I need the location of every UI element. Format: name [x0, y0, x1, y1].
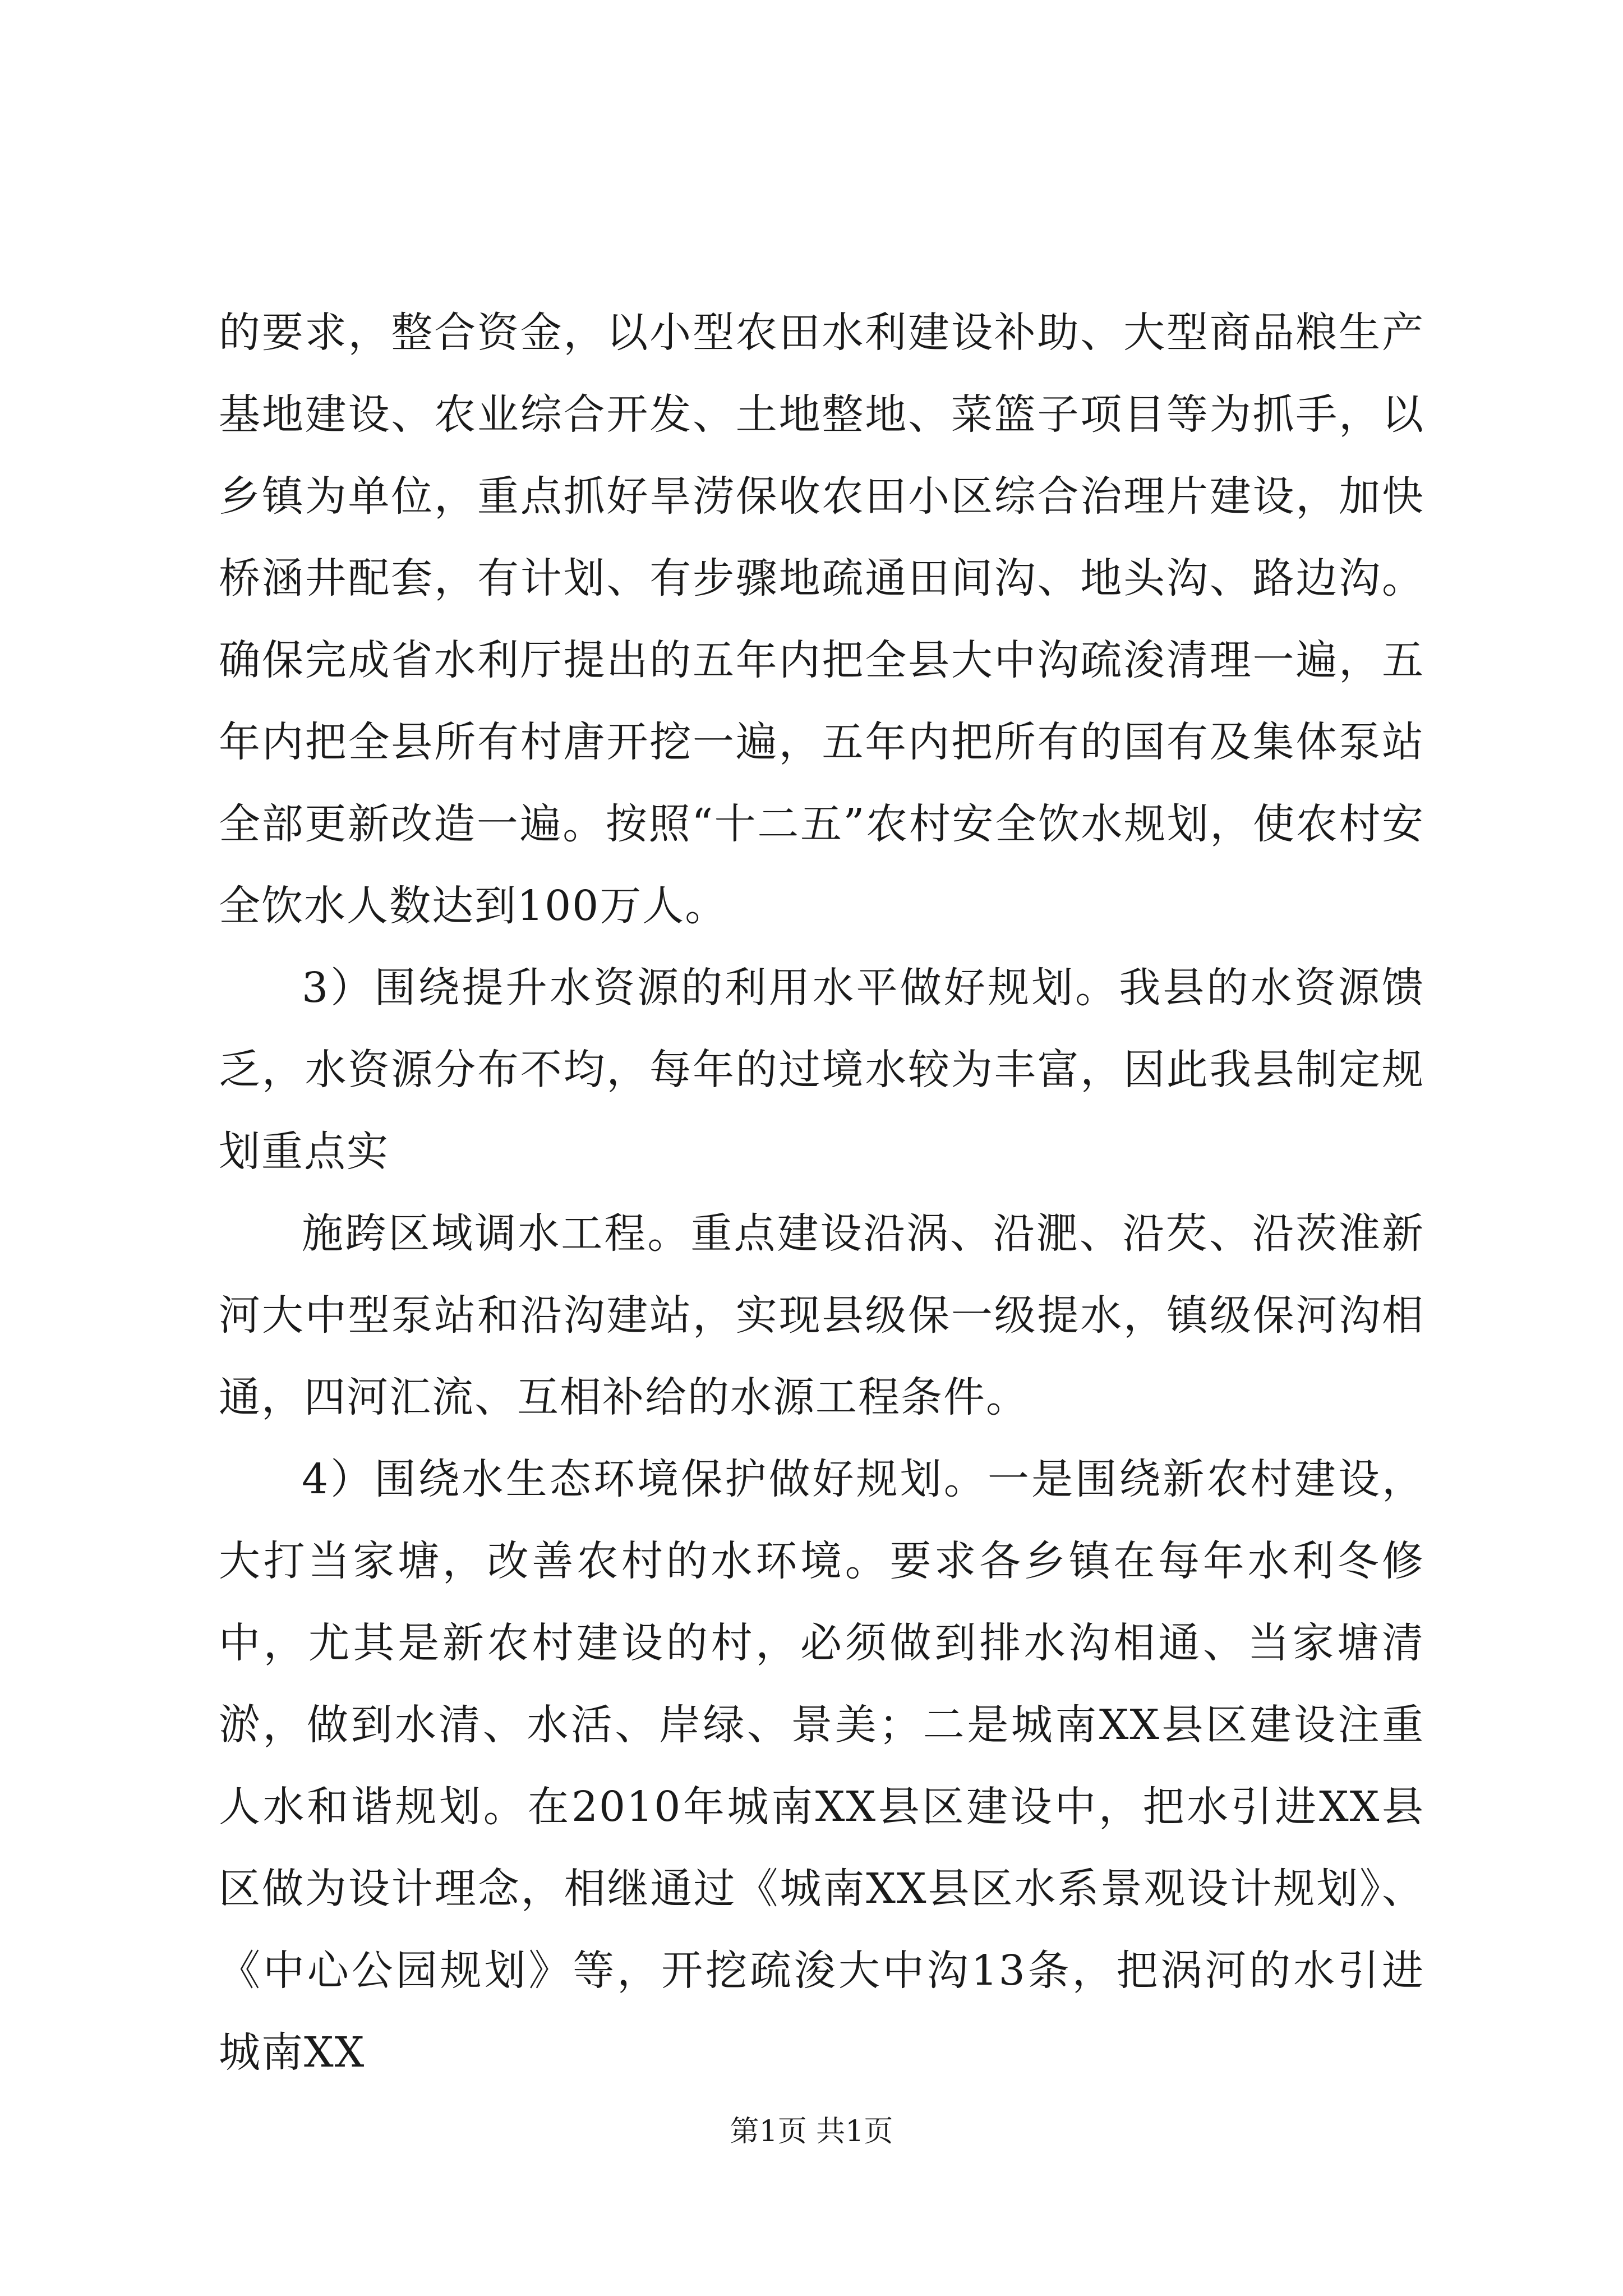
paragraph-3: 施跨区域调水工程。重点建设沿涡、沿淝、沿芡、沿茨淮新河大中型泵站和沿沟建站，实现县级保一级提水，镇级保河沟相通，四河汇流、互相补给的水源工程条件。	[219, 1209, 1424, 1421]
paragraph-1: 的要求，整合资金，以小型农田水利建设补助、大型商品粮生产基地建设、农业综合开发、土地整地、菜篮子项目等为抓手，以乡镇为单位，重点抓好旱涝保收农田小区综合治理片建设，加快桥涵井配套，有计划、有步骤地疏通田间沟、地头沟、路边沟。确保完成省水利厅提出的五年内把全县大中沟疏浚清理一遍，五年内把全县所有村唐开挖一遍，五年内把所有的国有及集体泵站全部更新改造一遍。按照“十二五”农村安全饮水规划，使农村安全饮水人数达到100万人。	[219, 309, 1424, 930]
paragraph-2: 3）围绕提升水资源的利用水平做好规划。我县的水资源馈乏，水资源分布不均，每年的过境水较为丰富，因此我县制定规划重点实	[219, 964, 1424, 1176]
paragraph-4: 4）围绕水生态环境保护做好规划。一是围绕新农村建设，大打当家塘，改善农村的水环境。要求各乡镇在每年水利冬修中，尤其是新农村建设的村，必须做到排水沟相通、当家塘清淤，做到水清、水活、岸绿、景美；二是城南XX县区建设注重人水和谐规划。在2010年城南XX县区建设中，把水引进XX县区做为设计理念，相继通过《城南XX县区水系景观设计规划》、《中心公园规划》等，开挖疏浚大中沟13条，把涡河的水引进城南XX	[219, 1455, 1424, 2077]
document-body	[219, 292, 1424, 2093]
page-number-footer: 第1页 共1页	[730, 2115, 893, 2148]
